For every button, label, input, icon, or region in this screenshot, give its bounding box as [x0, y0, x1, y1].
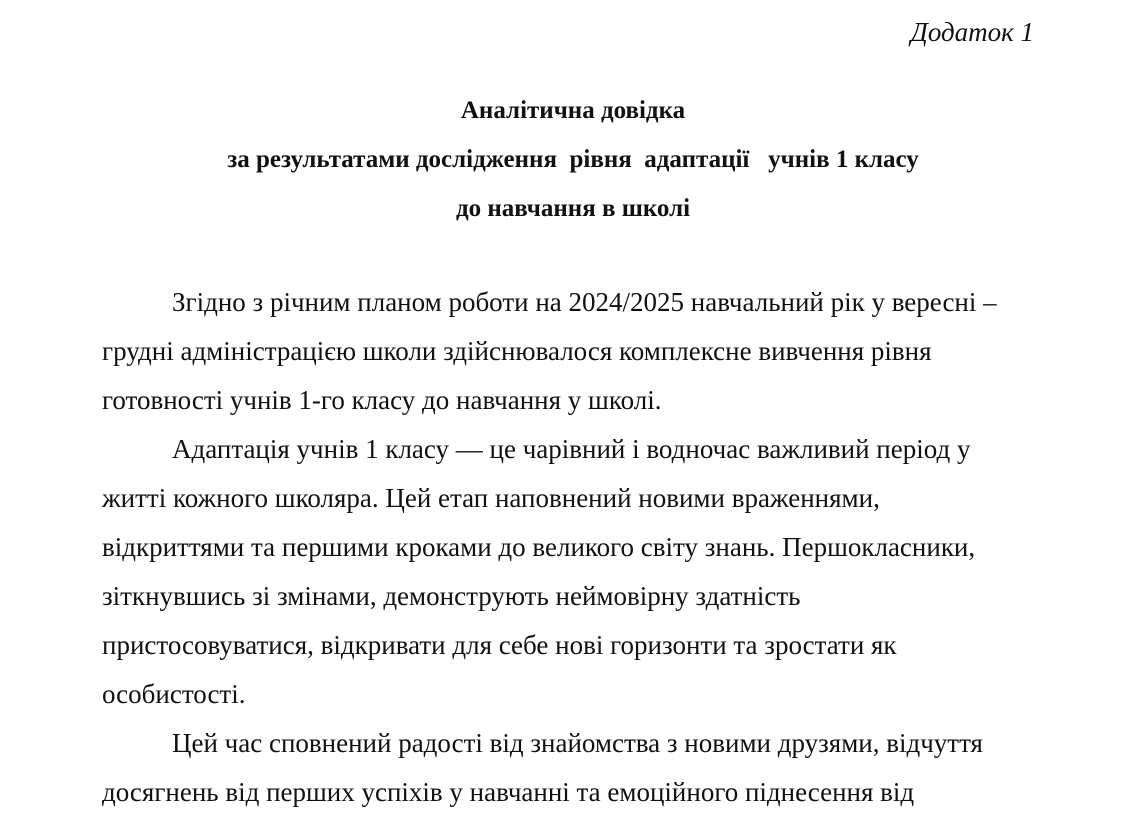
appendix-label: Додаток 1 [910, 17, 1034, 47]
paragraph-line: грудні адміністрацією школи здійснювалося комплексне вивчення рівня [102, 336, 932, 366]
paragraph-line: досягнень від перших успіхів у навчанні та емоційного піднесення від [102, 777, 915, 807]
paragraph-line: особистості. [102, 679, 246, 709]
paragraph-1 [102, 278, 1042, 425]
paragraph-2 [102, 425, 1042, 719]
paragraph-line: пристосовуватися, відкривати для себе нові горизонти та зростати як [102, 630, 897, 660]
paragraph-line: Адаптація учнів 1 класу — це чарівний і водночас важливий період у [172, 434, 971, 464]
paragraph-line: відкриттями та першими кроками до великого світу знань. Першокласники, [102, 532, 976, 562]
title-line-3: до навчання в школі [455, 195, 691, 222]
document-title [0, 86, 1146, 233]
paragraph-line: Цей час сповнений радості від знайомства з новими друзями, відчуття [172, 728, 983, 758]
title-line-1: Аналітична довідка [460, 97, 686, 124]
paragraph-line: зіткнувшись зі змінами, демонструють неймовірну здатність [102, 581, 801, 611]
document-body [102, 278, 1042, 817]
paragraph-line: житті кожного школяра. Цей етап наповнений новими враженнями, [102, 483, 880, 513]
paragraph-line: Згідно з річним планом роботи на 2024/2025 навчальний рік у вересні – [172, 287, 997, 317]
paragraph-3 [102, 719, 1042, 817]
title-line-2: за результатами дослідження рівня адаптації учнів 1 класу [227, 146, 919, 173]
paragraph-line: готовності учнів 1-го класу до навчання у школі. [102, 385, 662, 415]
